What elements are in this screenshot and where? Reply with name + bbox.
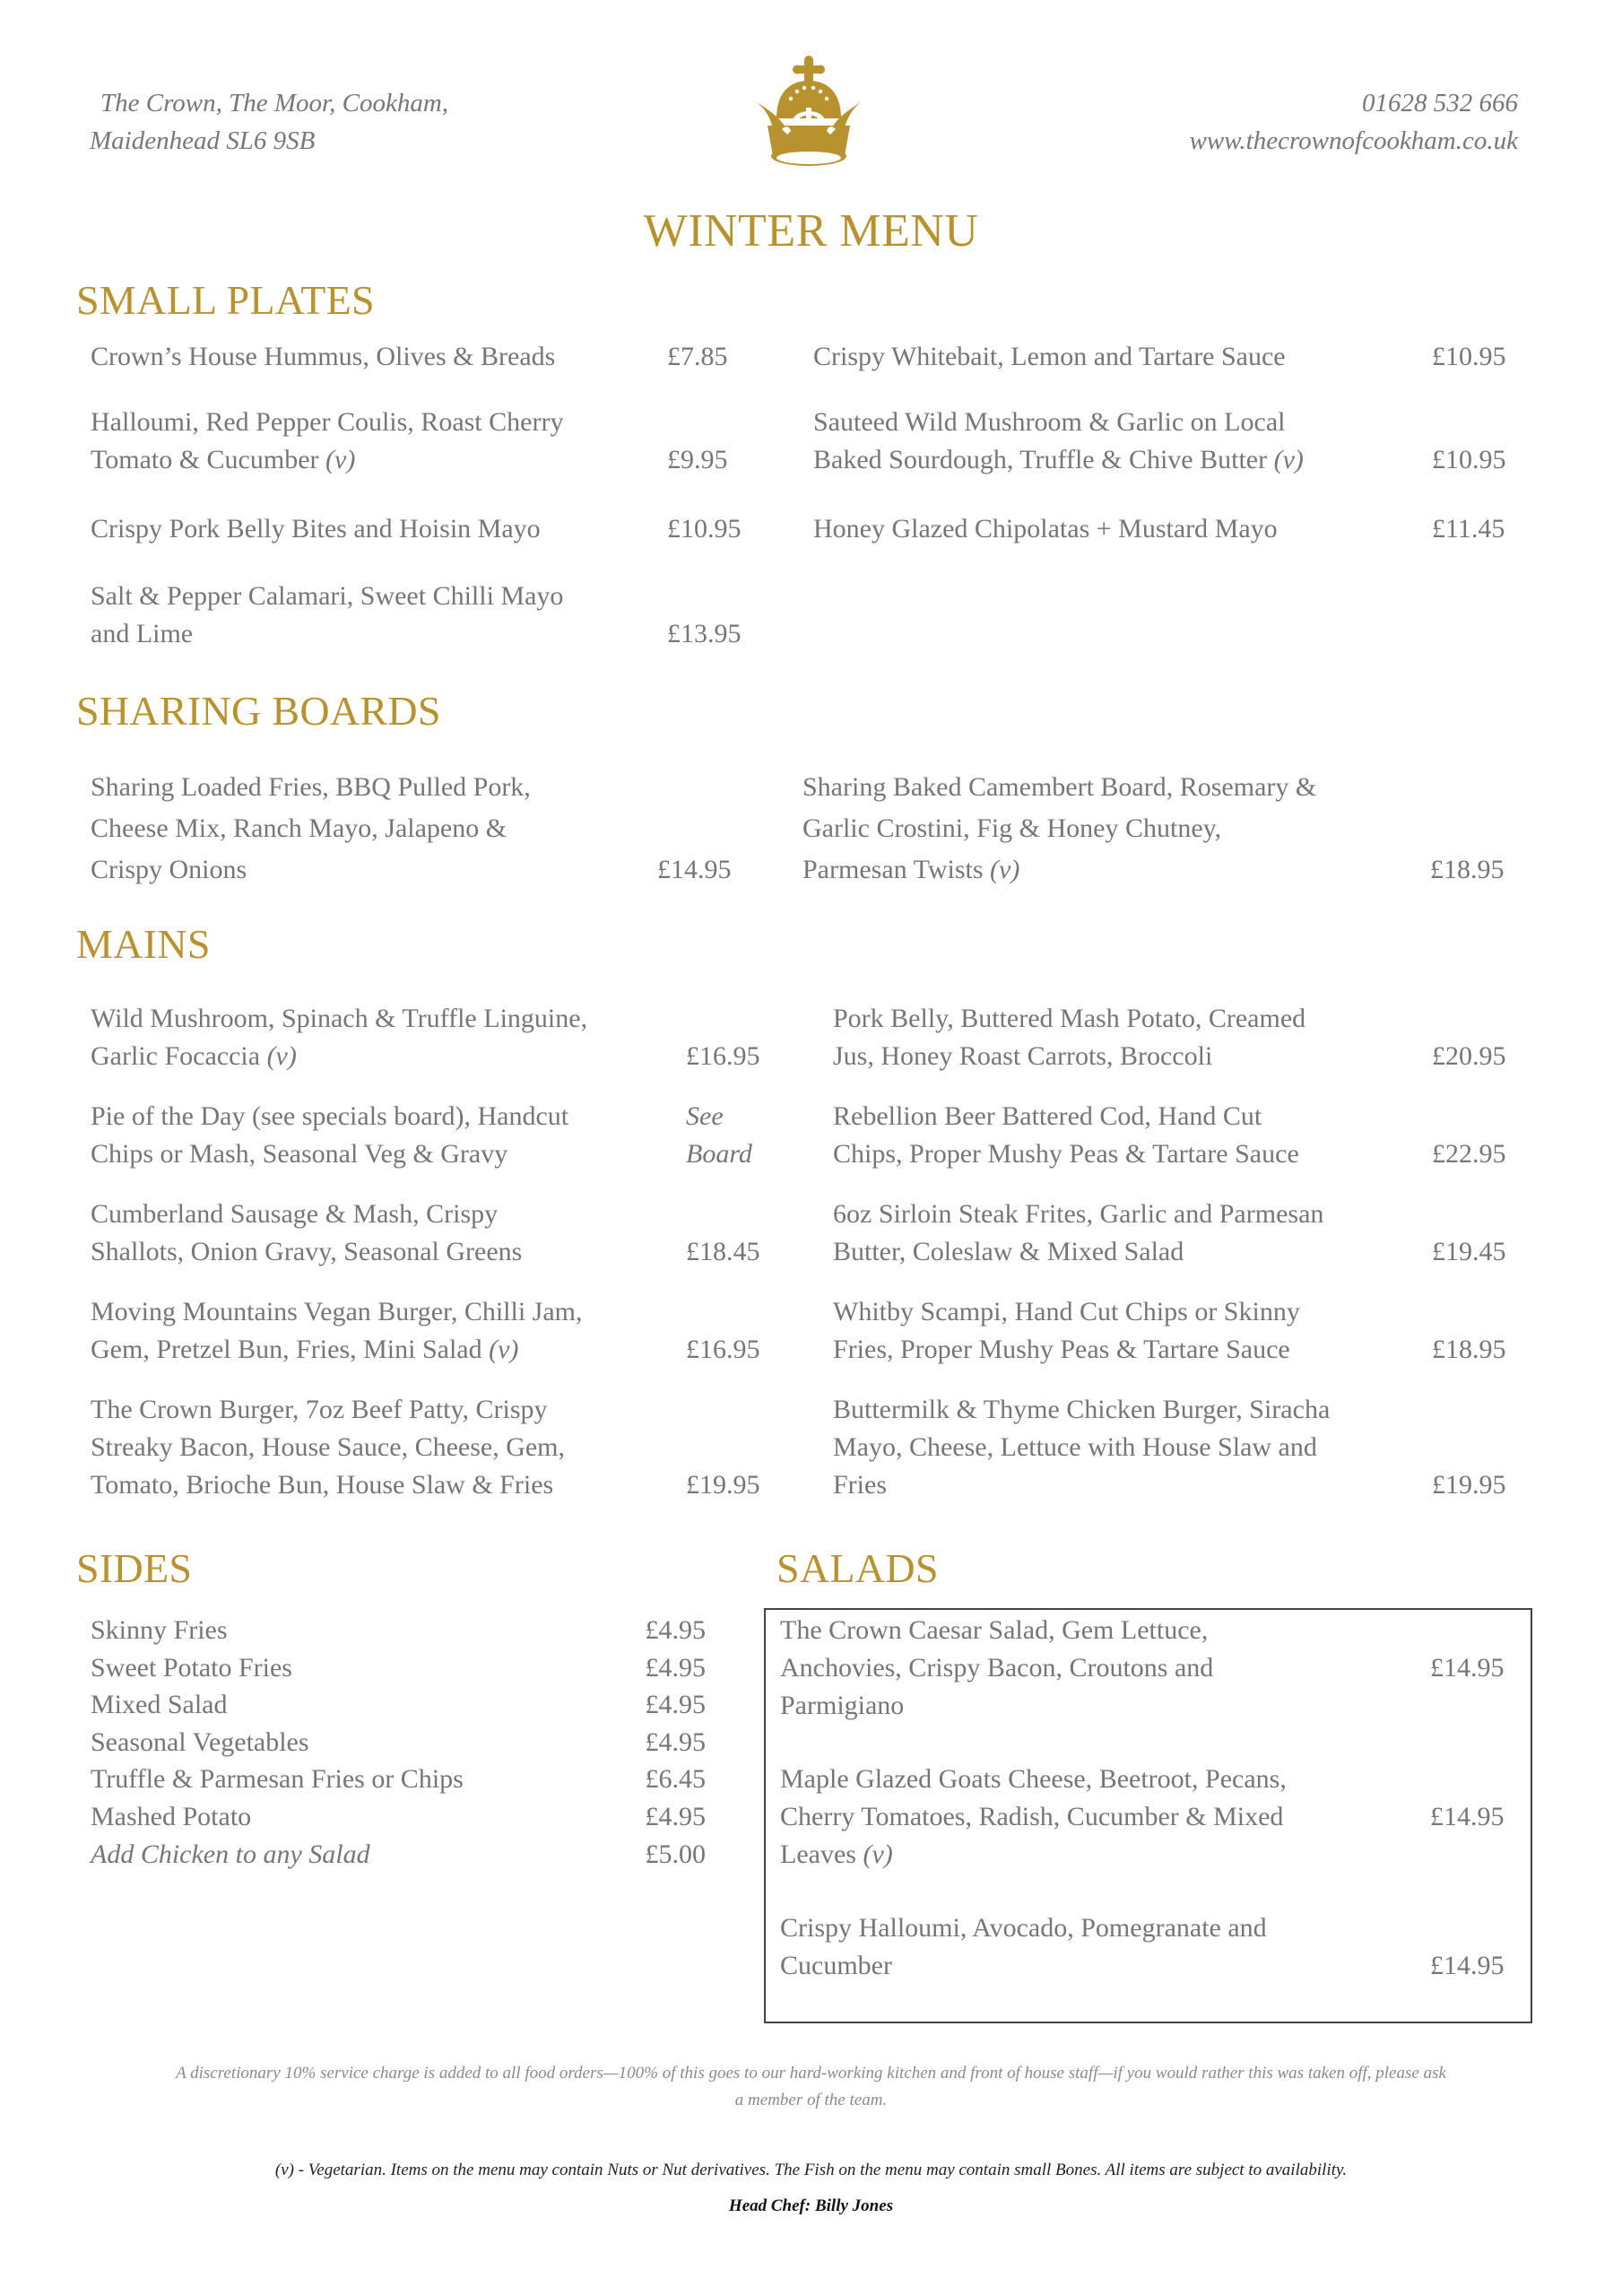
menu-item <box>91 1293 772 1369</box>
item-name-line-2: Gem, Pretzel Bun, Fries, Mini Salad (v) <box>91 1335 519 1364</box>
item-price: £13.95 <box>667 619 742 648</box>
vegetarian-marker: (v) <box>990 855 1020 884</box>
item-name: Honey Glazed Chipolatas + Mustard Mayo <box>813 514 1278 544</box>
menu-item <box>833 1098 1523 1173</box>
service-charge-note: A discretionary 10% service charge is added to all food orders—100% of this goes to our hard-working kitchen and front of house staff—if you would rather this was taken off, please ask a member of the team. <box>176 2064 1446 2109</box>
item-price: £14.95 <box>1430 1951 1505 1980</box>
item-name: Crown’s House Hummus, Olives & Breads <box>91 342 556 371</box>
vegetarian-marker: (v) <box>489 1335 519 1364</box>
section-heading-mains: MAINS <box>76 921 211 967</box>
item-name-line-2: Tomato & Cucumber (v) <box>91 445 356 474</box>
item-name-line-2: Shallots, Onion Gravy, Seasonal Greens <box>91 1237 523 1266</box>
side-price: £4.95 <box>645 1615 706 1645</box>
section-heading-sharing-boards: SHARING BOARDS <box>76 688 441 734</box>
menu-item <box>91 404 739 479</box>
side-item <box>91 1612 706 1649</box>
address-line-2: Maidenhead SL6 9SB <box>90 126 316 155</box>
side-name: Sweet Potato Fries <box>91 1652 292 1683</box>
menu-item <box>780 1612 1506 1725</box>
section-heading-sides: SIDES <box>76 1545 193 1591</box>
item-name-line-2: Streaky Bacon, House Sauce, Cheese, Gem, <box>91 1432 566 1462</box>
item-name-line-1: Pork Belly, Buttered Mash Potato, Creamed <box>833 1004 1306 1033</box>
crown-icon <box>750 56 868 169</box>
item-price: £10.95 <box>667 514 742 544</box>
side-price: £6.45 <box>645 1764 706 1795</box>
item-name-line-3: Tomato, Brioche Bun, House Slaw & Fries <box>91 1470 554 1500</box>
item-name-line-1: Cumberland Sausage & Mash, Crispy <box>91 1199 499 1229</box>
restaurant-address <box>90 84 448 160</box>
item-name-line-1: Pie of the Day (see specials board), Handcut <box>91 1101 569 1131</box>
menu-item <box>813 510 1513 548</box>
section-heading-small-plates: SMALL PLATES <box>76 277 375 323</box>
vegetarian-marker: (v) <box>1273 445 1304 474</box>
item-price: £14.95 <box>1430 1802 1505 1831</box>
item-price: £18.45 <box>686 1237 760 1266</box>
item-price: £19.95 <box>1432 1470 1506 1500</box>
menu-item <box>833 1196 1523 1271</box>
side-item <box>91 1686 706 1724</box>
item-name-line-2: Cucumber <box>780 1951 892 1980</box>
item-name-line-1: Rebellion Beer Battered Cod, Hand Cut <box>833 1101 1262 1131</box>
sides-list <box>91 1612 706 1873</box>
item-price: £7.85 <box>667 342 728 371</box>
item-name-line-2: Cherry Tomatoes, Radish, Cucumber & Mixed <box>780 1802 1284 1831</box>
page-title: WINTER MENU <box>643 205 979 257</box>
menu-item <box>91 1196 772 1271</box>
side-item-add-chicken <box>91 1836 706 1874</box>
menu-item <box>91 767 736 891</box>
side-name: Skinny Fries <box>91 1615 228 1645</box>
item-price-see-board: See Board <box>686 1101 752 1169</box>
menu-item <box>780 1761 1506 1874</box>
item-name-line-3: Parmigiano <box>780 1691 905 1720</box>
vegetarian-marker: (v) <box>325 445 356 474</box>
item-price: £19.45 <box>1432 1237 1506 1266</box>
menu-item <box>802 767 1520 891</box>
head-chef-credit: Head Chef: Billy Jones <box>728 2196 894 2215</box>
item-name-line-2: Baked Sourdough, Truffle & Chive Butter (v) <box>813 445 1304 474</box>
item-price: £18.95 <box>1432 1335 1506 1364</box>
item-name-line-1: 6oz Sirloin Steak Frites, Garlic and Parmesan <box>833 1199 1324 1229</box>
item-name-line-2: Garlic Crostini, Fig & Honey Chutney, <box>802 813 1222 843</box>
side-item <box>91 1798 706 1836</box>
menu-item <box>91 338 739 376</box>
side-name: Mashed Potato <box>91 1801 252 1831</box>
side-price: £4.95 <box>645 1652 706 1683</box>
side-price: £4.95 <box>645 1690 706 1720</box>
item-price: £18.95 <box>1430 855 1505 884</box>
menu-item <box>91 1098 772 1173</box>
item-name-line-2: Cheese Mix, Ranch Mayo, Jalapeno & <box>91 813 507 843</box>
item-price: £14.95 <box>1430 1653 1505 1683</box>
side-item <box>91 1649 706 1687</box>
item-name-line-2: Anchovies, Crispy Bacon, Croutons and <box>780 1653 1214 1683</box>
item-name-line-1: The Crown Burger, 7oz Beef Patty, Crispy <box>91 1395 548 1424</box>
item-name-line-1: Moving Mountains Vegan Burger, Chilli Jam, <box>91 1297 583 1326</box>
item-name-line-2: Garlic Focaccia (v) <box>91 1041 297 1071</box>
item-name-line-2: Fries, Proper Mushy Peas & Tartare Sauce <box>833 1335 1290 1364</box>
vegetarian-marker: (v) <box>863 1839 893 1869</box>
item-name-line-1: Sharing Loaded Fries, BBQ Pulled Pork, <box>91 772 531 802</box>
item-price: £16.95 <box>686 1335 760 1364</box>
item-price: £16.95 <box>686 1041 760 1071</box>
item-name-line-2: Chips, Proper Mushy Peas & Tartare Sauce <box>833 1139 1299 1169</box>
item-name-line-1: Salt & Pepper Calamari, Sweet Chilli Mayo <box>91 581 564 611</box>
address-line-1: The Crown, The Moor, Cookham, <box>100 89 449 117</box>
item-name-line-1: Crispy Halloumi, Avocado, Pomegranate and <box>780 1913 1267 1943</box>
phone-number: 01628 532 666 <box>1362 89 1518 117</box>
menu-item <box>780 1909 1506 1985</box>
menu-item <box>833 1391 1523 1504</box>
item-name-line-1: Sauteed Wild Mushroom & Garlic on Local <box>813 407 1286 437</box>
side-price: £4.95 <box>645 1726 706 1757</box>
menu-item <box>91 1391 772 1504</box>
restaurant-contact <box>1190 84 1518 160</box>
item-name-line-1: Halloumi, Red Pepper Coulis, Roast Cherry <box>91 407 564 437</box>
item-price: £10.95 <box>1432 342 1506 371</box>
item-name-line-3: Crispy Onions <box>91 855 247 884</box>
side-item <box>91 1724 706 1761</box>
item-name-line-3: Fries <box>833 1470 887 1500</box>
item-name: Crispy Whitebait, Lemon and Tartare Sauce <box>813 342 1286 371</box>
item-name-line-1: Buttermilk & Thyme Chicken Burger, Siracha <box>833 1395 1331 1424</box>
menu-item <box>813 404 1513 479</box>
side-name: Mixed Salad <box>91 1690 228 1720</box>
item-name-line-2: Chips or Mash, Seasonal Veg & Gravy <box>91 1139 508 1169</box>
item-name: Crispy Pork Belly Bites and Hoisin Mayo <box>91 514 541 544</box>
item-price: £14.95 <box>657 855 732 884</box>
item-name-line-1: Whitby Scampi, Hand Cut Chips or Skinny <box>833 1297 1300 1326</box>
section-heading-salads: SALADS <box>776 1545 939 1591</box>
menu-item <box>813 338 1513 376</box>
menu-item <box>833 1293 1523 1369</box>
item-price: £19.95 <box>686 1470 760 1500</box>
menu-item <box>91 1000 772 1075</box>
website-link[interactable]: www.thecrownofcookham.co.uk <box>1189 126 1518 155</box>
side-name: Add Chicken to any Salad <box>91 1839 370 1869</box>
item-name-line-2: Mayo, Cheese, Lettuce with House Slaw and <box>833 1432 1317 1462</box>
side-price: £5.00 <box>645 1839 706 1869</box>
item-name-line-2: and Lime <box>91 619 194 648</box>
item-name-line-2: Jus, Honey Roast Carrots, Broccoli <box>833 1041 1213 1071</box>
vegetarian-marker: (v) <box>266 1041 297 1071</box>
item-price: £22.95 <box>1432 1139 1506 1169</box>
item-name-line-2: Butter, Coleslaw & Mixed Salad <box>833 1237 1184 1266</box>
menu-item <box>91 578 742 653</box>
menu-item <box>833 1000 1523 1075</box>
item-name-line-1: Maple Glazed Goats Cheese, Beetroot, Pecans, <box>780 1764 1287 1794</box>
item-name-line-3: Leaves (v) <box>780 1839 893 1869</box>
item-price: £9.95 <box>667 445 728 474</box>
item-name-line-1: Wild Mushroom, Spinach & Truffle Linguine, <box>91 1004 588 1033</box>
menu-item <box>91 510 742 548</box>
item-name-line-3: Parmesan Twists (v) <box>802 855 1020 884</box>
side-name: Truffle & Parmesan Fries or Chips <box>91 1764 464 1795</box>
item-name-line-1: The Crown Caesar Salad, Gem Lettuce, <box>780 1615 1209 1645</box>
item-price: £11.45 <box>1432 514 1505 544</box>
item-name-line-1: Sharing Baked Camembert Board, Rosemary & <box>802 772 1317 802</box>
item-price: £10.95 <box>1432 445 1506 474</box>
allergen-note: (v) - Vegetarian. Items on the menu may contain Nuts or Nut derivatives. The Fish on the menu may contain small Bones. All items are subject to availability. <box>274 2161 1348 2179</box>
side-item <box>91 1761 706 1798</box>
item-price: £20.95 <box>1432 1041 1506 1071</box>
side-price: £4.95 <box>645 1801 706 1831</box>
side-name: Seasonal Vegetables <box>91 1726 309 1757</box>
